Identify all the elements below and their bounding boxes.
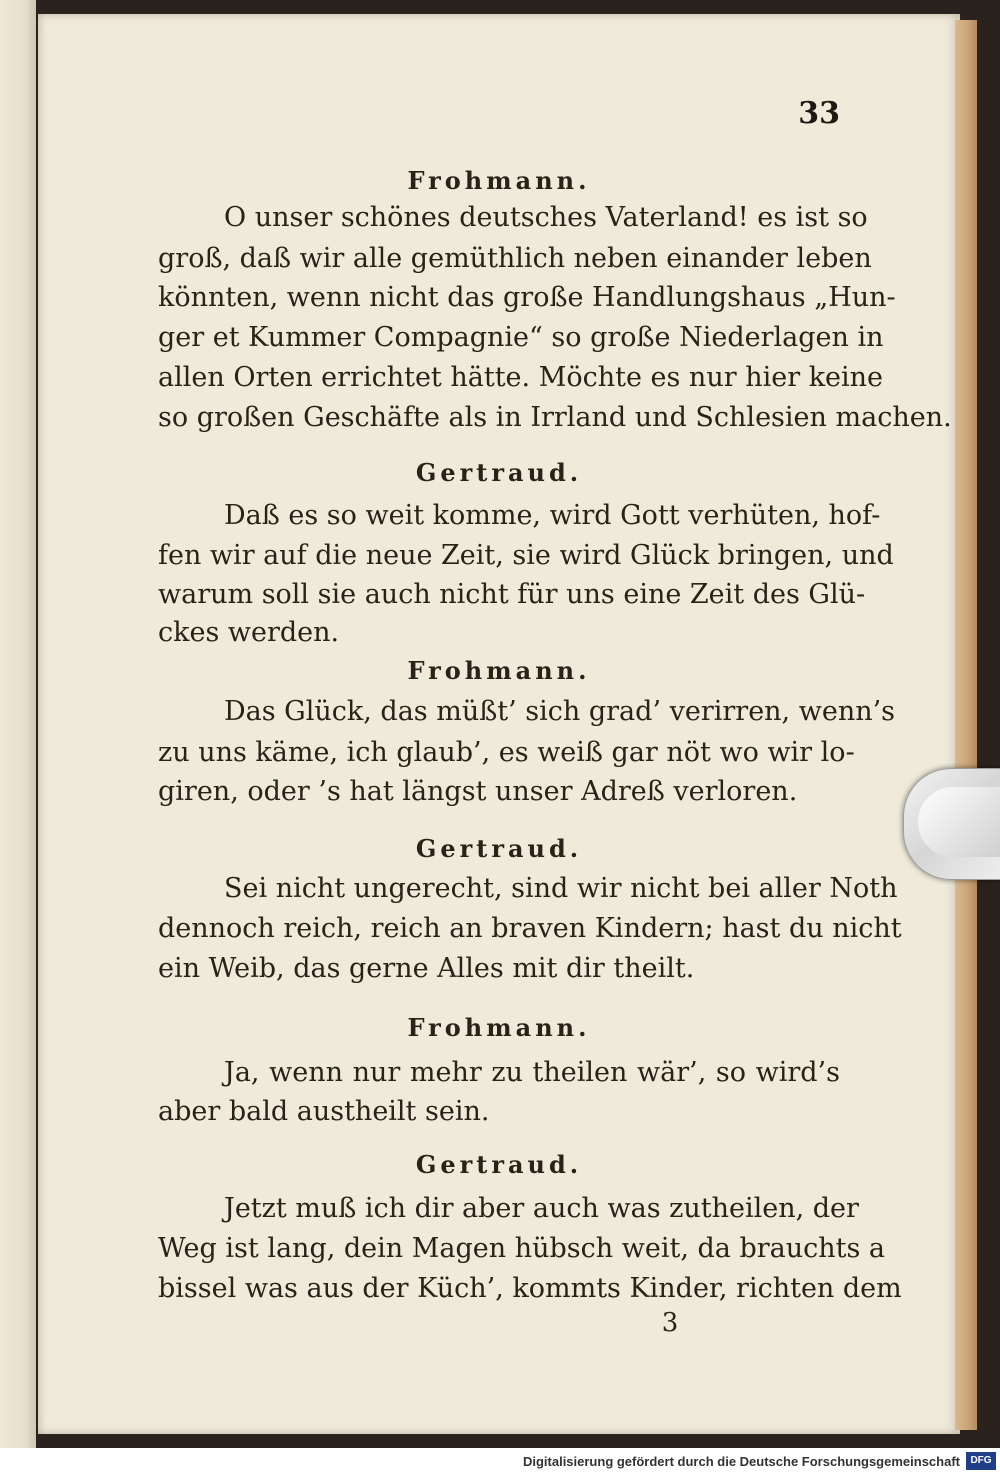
text-line: Weg ist lang, dein Magen hübsch weit, da brauchts a — [158, 1233, 886, 1264]
text-line: groß, daß wir alle gemüthlich neben einander leben — [158, 243, 872, 274]
text-line: allen Orten errichtet hätte. Möchte es nur hier keine — [158, 362, 884, 393]
speaker-heading: Frohmann. — [407, 166, 591, 195]
text-line: zu uns käme, ich glaub’, es weiß gar nöt wo wir lo- — [158, 737, 855, 768]
footer-credit: Digitalisierung gefördert durch die Deutsche Forschungsgemeinschaft — [522, 1454, 960, 1469]
page-stack-edge — [955, 20, 977, 1430]
text-line: Das Glück, das müßt’ sich grad’ verirren, wenn’s — [224, 696, 896, 727]
speaker-heading: Gertraud. — [415, 834, 583, 863]
text-line: bissel was aus der Küch’, kommts Kinder, richten dem — [158, 1273, 902, 1304]
text-line: ckes werden. — [158, 617, 340, 648]
text-line: aber bald austheilt sein. — [158, 1096, 490, 1127]
text-line: dennoch reich, reich an braven Kindern; hast du nicht — [158, 913, 902, 944]
text-line: könnten, wenn nicht das große Handlungshaus „Hun- — [158, 282, 896, 313]
text-line: ger et Kummer Compagnie“ so große Niederlagen in — [158, 322, 884, 353]
speaker-heading: Frohmann. — [407, 1013, 591, 1042]
text-line: ein Weib, das gerne Alles mit dir theilt. — [158, 953, 695, 984]
text-line: O unser schönes deutsches Vaterland! es ist so — [224, 202, 868, 233]
previous-page-edge — [0, 0, 36, 1448]
text-line: so großen Geschäfte als in Irrland und Schlesien machen. — [158, 402, 952, 433]
text-line: giren, oder ’s hat längst unser Adreß verloren. — [158, 776, 798, 807]
speaker-heading: Gertraud. — [415, 458, 583, 487]
dfg-logo: DFG — [966, 1452, 996, 1470]
text-line: Jetzt muß ich dir aber auch was zutheilen, der — [224, 1193, 859, 1224]
footer-bar — [0, 1448, 1000, 1476]
text-line: warum soll sie auch nicht für uns eine Zeit des Glü- — [158, 579, 866, 610]
speaker-heading: Gertraud. — [415, 1150, 583, 1179]
signature-mark: 3 — [661, 1308, 679, 1338]
text-line: fen wir auf die neue Zeit, sie wird Glück bringen, und — [158, 540, 894, 571]
text-line: Daß es so weit komme, wird Gott verhüten, hof- — [224, 500, 881, 531]
text-line: Sei nicht ungerecht, sind wir nicht bei aller Noth — [224, 873, 898, 904]
text-line: Ja, wenn nur mehr zu theilen wär’, so wird’s — [224, 1057, 840, 1088]
page-number: 33 — [798, 96, 840, 131]
page-clip — [903, 768, 1000, 880]
speaker-heading: Frohmann. — [407, 656, 591, 685]
